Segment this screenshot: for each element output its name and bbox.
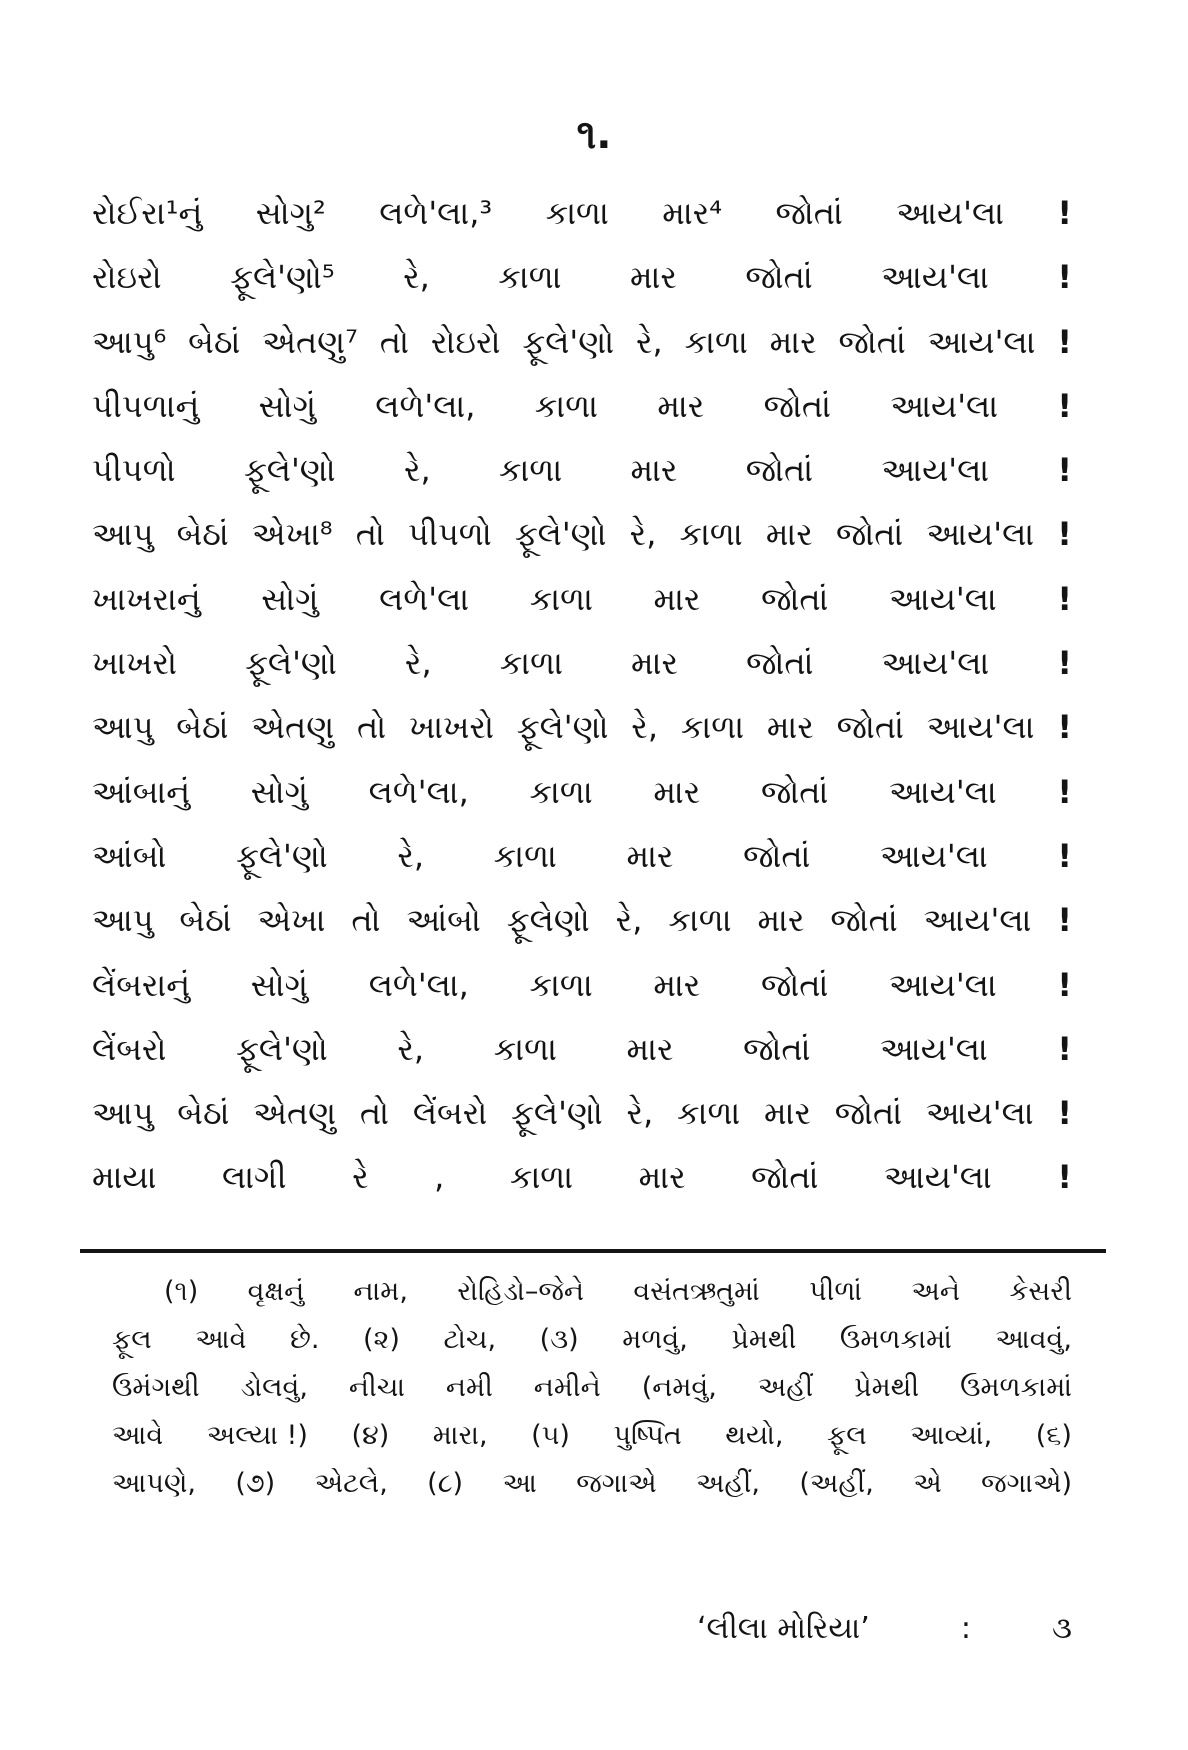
footnotes <box>112 1268 1072 1508</box>
footnote-word: રોહિડો–જેને <box>457 1276 585 1307</box>
verse-word: માર⁴ <box>662 194 723 232</box>
verse-word: કાળા <box>679 515 743 554</box>
verse-word: આપુ <box>92 708 154 747</box>
exclamation-mark: ! <box>1057 579 1072 618</box>
verse-word: આય'લા <box>888 579 997 618</box>
verse-word: આય'લા <box>881 644 990 683</box>
verse-word: ખાખરો <box>408 708 494 747</box>
footer-separator: : <box>960 1611 971 1646</box>
verse-word: આય'લા <box>888 772 997 811</box>
verse-word: એતણુ⁷ <box>262 322 358 361</box>
verse-word: રે, <box>404 644 432 683</box>
footnote-line <box>112 1268 1072 1316</box>
verse-word: પીપળો <box>92 451 176 490</box>
verse-line <box>92 387 1072 451</box>
verse-word: રે, <box>397 1029 425 1068</box>
verse-word: કાળા <box>529 965 593 1004</box>
verse-word: લળે'લા, <box>375 386 476 425</box>
verse-word: માર <box>653 579 701 618</box>
exclamation-mark: ! <box>1057 1158 1072 1197</box>
footnote-word: નામ, <box>353 1276 408 1307</box>
verse-word: બેઠાં <box>188 322 241 361</box>
verse-word: માર <box>764 1094 812 1133</box>
verse-word: ફૂલે'ણો <box>245 644 337 683</box>
footnote-word: (૨) <box>362 1324 400 1355</box>
verse-word: કાળા <box>545 194 609 232</box>
verse-word: ફૂલે'ણો <box>243 451 336 490</box>
verse-word: આય'લા <box>884 1158 992 1197</box>
verse-word: જોતાં <box>834 1094 903 1133</box>
verse-word: તો <box>379 322 409 361</box>
verse-line <box>92 901 1072 965</box>
footnote-word: (નમવું, <box>641 1372 717 1403</box>
footnote-word: ઉમળકામાં <box>960 1372 1072 1403</box>
verse-word: એતણુ <box>251 708 335 747</box>
verse-word: ફૂલે'ણો <box>514 515 607 554</box>
verse-word: રે, <box>397 836 425 875</box>
verse-word: માર <box>630 451 678 490</box>
exclamation-mark: ! <box>1057 194 1072 232</box>
verse-word: આય'લા <box>881 451 990 490</box>
footnote-word: છે. <box>289 1324 320 1355</box>
exclamation-mark: ! <box>1057 451 1072 490</box>
verse-word: માર <box>766 708 814 747</box>
verse-line <box>92 644 1072 708</box>
verse-word: આય'લા <box>925 1094 1034 1133</box>
verse-word: માર <box>657 386 705 425</box>
verse-word: સોગું <box>250 772 309 811</box>
exclamation-mark: ! <box>1057 901 1072 940</box>
footnote-word: અલ્યા !) <box>206 1420 308 1451</box>
exclamation-mark: ! <box>1057 1029 1072 1068</box>
footnote-word: (૮) <box>427 1468 464 1499</box>
verse-word: આપુ⁶ <box>92 322 167 361</box>
verse-word: લેંબરો <box>92 1029 167 1068</box>
verse-line <box>92 194 1072 258</box>
verse-word: કાળા <box>680 708 745 747</box>
verse-line <box>92 258 1072 322</box>
footnote-word: મારા, <box>432 1420 488 1451</box>
verse-word: લેંબરાનું <box>92 965 191 1004</box>
footnote-line <box>112 1364 1072 1412</box>
exclamation-mark: ! <box>1057 515 1072 554</box>
verse-word: જોતાં <box>763 386 831 425</box>
footnote-word: નીચા <box>348 1372 405 1403</box>
footnote-word: (૩) <box>539 1324 579 1355</box>
footnote-word: આવવું, <box>995 1324 1072 1355</box>
footnote-word: ઉમંગથી <box>112 1372 200 1403</box>
verse-word: જોતાં <box>751 1158 819 1197</box>
verse-word: રે, <box>615 901 643 940</box>
verse-word: કાળા <box>534 386 598 425</box>
verse-word: તો <box>356 708 387 747</box>
footnote-word: મળવું, <box>622 1324 688 1355</box>
verse-word: ફૂલે'ણો <box>511 1094 603 1133</box>
verse-word: તો <box>351 901 381 940</box>
verse-word: જોતાં <box>830 901 898 940</box>
exclamation-mark: ! <box>1057 386 1072 425</box>
verse-word: રે, <box>636 322 663 361</box>
verse-word: બેઠાં <box>177 1094 230 1133</box>
footnote-divider <box>80 1249 1106 1253</box>
verse-word: એખા <box>257 901 326 940</box>
footnote-word: જગાએ) <box>981 1468 1072 1499</box>
footnote-word: આપણે, <box>112 1468 196 1499</box>
verse-word: તો <box>355 515 385 554</box>
verse-word: ફૂલે'ણો <box>522 322 615 361</box>
verse-line <box>92 1158 1072 1222</box>
verse-line <box>92 966 1072 1030</box>
exclamation-mark: ! <box>1057 258 1072 297</box>
footnote-word: પ્રેમથી <box>731 1324 797 1355</box>
verse-word: આય'લા <box>896 194 1004 232</box>
verse-word: સોગું <box>250 965 309 1004</box>
verse-word: આંબો <box>92 836 167 875</box>
verse-word: જોતાં <box>775 194 843 232</box>
verse-word: ખાખરાનું <box>92 579 201 618</box>
footnote-word: (અહીં, <box>799 1468 874 1499</box>
footnote-word: આવે <box>112 1420 164 1451</box>
verse-word: એતણુ <box>253 1094 337 1133</box>
verse-word: સોગુ² <box>255 194 326 232</box>
verse-line <box>92 580 1072 644</box>
verse-word: જોતાં <box>761 579 829 618</box>
verse-word: આય'લા <box>926 515 1035 554</box>
folio-number: ૩ <box>1052 1611 1072 1646</box>
verse-word: રે, <box>629 515 657 554</box>
verse-word: , <box>434 1158 445 1197</box>
footnote-word: નમી <box>445 1372 493 1403</box>
footnote-word: જગાએ <box>576 1468 657 1499</box>
footnote-word: (૪) <box>351 1420 390 1451</box>
verse-word: કાળા <box>498 451 563 490</box>
footnote-word: થયો, <box>725 1420 784 1451</box>
song-verse <box>92 194 1072 1223</box>
footnote-word: ફૂલ <box>826 1420 867 1451</box>
exclamation-mark: ! <box>1057 1094 1072 1133</box>
verse-word: જોતાં <box>760 965 829 1004</box>
footnote-word: વસંતઋતુમાં <box>633 1276 760 1307</box>
verse-line <box>92 837 1072 901</box>
page-number: ૧. <box>576 112 612 158</box>
verse-word: ફૂલેણો <box>506 901 590 940</box>
verse-word: આય'લા <box>890 386 999 425</box>
verse-line <box>92 323 1072 387</box>
verse-word: ફૂલે'ણો⁵ <box>230 258 335 297</box>
verse-word: રે, <box>403 258 430 297</box>
footnote-word: એટલે, <box>314 1468 388 1499</box>
book-title: ‘લીલા મોરિયા’ <box>697 1611 870 1646</box>
verse-word: બેઠાં <box>176 515 229 554</box>
verse-word: આંબો <box>406 901 481 940</box>
verse-word: કાળા <box>677 1094 741 1133</box>
verse-word: ખાખરો <box>92 644 177 683</box>
verse-word: માર <box>769 322 817 361</box>
verse-word: માર <box>631 644 678 683</box>
verse-word: કાળા <box>499 644 563 683</box>
verse-word: તો <box>359 1094 390 1133</box>
verse-word: આંબાનું <box>92 772 191 811</box>
footnote-word: અને <box>911 1276 960 1307</box>
verse-word: જોતાં <box>838 322 906 361</box>
verse-word: સોગું <box>258 386 316 425</box>
verse-word: રે, <box>631 708 659 747</box>
verse-line <box>92 451 1072 515</box>
verse-word: જોતાં <box>743 1029 811 1068</box>
verse-word: કાળા <box>668 901 732 940</box>
verse-word: લેંબરો <box>412 1094 488 1133</box>
exclamation-mark: ! <box>1057 965 1072 1004</box>
verse-word: લાગી <box>222 1158 287 1197</box>
verse-word: પીપળાનું <box>92 386 200 425</box>
verse-word: જોતાં <box>836 708 904 747</box>
exclamation-mark: ! <box>1057 644 1072 683</box>
footnote-word: અહીં <box>757 1372 814 1403</box>
verse-word: જોતાં <box>760 772 829 811</box>
footnote-word: પ્રેમથી <box>854 1372 920 1403</box>
verse-word: માર <box>757 901 805 940</box>
verse-line <box>92 773 1072 837</box>
verse-word: આપુ <box>92 515 154 554</box>
verse-word: કાળા <box>493 836 557 875</box>
verse-word: બેઠાં <box>179 901 232 940</box>
footnote-line <box>112 1316 1072 1364</box>
verse-word: લળે'લા <box>379 579 470 618</box>
verse-word: આય'લા <box>926 708 1035 747</box>
verse-word: કાળા <box>509 1158 574 1197</box>
footnote-line <box>112 1460 1072 1508</box>
footnote-word: પીળાં <box>809 1276 863 1307</box>
verse-word: માર <box>653 772 701 811</box>
verse-word: જોતાં <box>835 515 904 554</box>
footnote-word: અહીં, <box>695 1468 760 1499</box>
footnote-word: (૭) <box>235 1468 276 1499</box>
verse-word: રોઇરો <box>92 258 162 297</box>
verse-word: ફૂલે'ણો <box>236 1029 328 1068</box>
footnote-word: ઉમળકામાં <box>839 1324 952 1355</box>
verse-word: આપુ <box>92 1094 154 1133</box>
footnote-word: આ <box>502 1468 537 1499</box>
verse-word: રે, <box>626 1094 654 1133</box>
verse-word: રે, <box>403 451 431 490</box>
verse-word: પીપળો <box>408 515 492 554</box>
exclamation-mark: ! <box>1057 322 1072 361</box>
footnote-word: પુષ્પિત <box>613 1420 682 1451</box>
verse-line <box>92 1030 1072 1094</box>
verse-line <box>92 515 1072 579</box>
verse-word: લળે'લા, <box>368 772 469 811</box>
verse-word: રોઈરા¹નું <box>92 194 203 232</box>
verse-word: આય'લા <box>923 901 1032 940</box>
footnote-word: વૃક્ષનું <box>247 1276 305 1307</box>
verse-word: માર <box>626 1029 674 1068</box>
verse-word: માયા <box>92 1158 157 1197</box>
verse-word: રોઇરો <box>430 322 501 361</box>
verse-word: કાળા <box>493 1029 557 1068</box>
verse-word: બેઠાં <box>176 708 229 747</box>
footnote-word: નમીને <box>533 1372 601 1403</box>
footnote-word: (૫) <box>531 1420 570 1451</box>
footnote-word: ડોલવું, <box>240 1372 308 1403</box>
footnote-word: આવે <box>195 1324 247 1355</box>
verse-word: ફૂલે'ણો <box>236 836 328 875</box>
verse-word: કાળા <box>498 258 562 297</box>
verse-word: લળે'લા,³ <box>379 194 493 232</box>
footnote-word: કેસરી <box>1009 1276 1072 1307</box>
footnote-word: ફૂલ <box>112 1324 152 1355</box>
verse-word: આય'લા <box>888 965 997 1004</box>
exclamation-mark: ! <box>1057 836 1072 875</box>
footnote-line <box>112 1412 1072 1460</box>
footnote-word: આવ્યાં, <box>910 1420 993 1451</box>
running-footer <box>697 1611 1072 1646</box>
verse-word: ફૂલે'ણો <box>516 708 609 747</box>
verse-word: એખા⁸ <box>251 515 333 554</box>
verse-word: જોતાં <box>745 451 814 490</box>
verse-word: જોતાં <box>745 258 813 297</box>
verse-word: જોતાં <box>746 644 814 683</box>
verse-word: આપુ <box>92 901 154 940</box>
verse-word: માર <box>629 258 677 297</box>
verse-line <box>92 708 1072 772</box>
verse-word: કાળા <box>529 772 593 811</box>
verse-word: આય'લા <box>880 1029 988 1068</box>
footnote-word: (૧) <box>164 1276 199 1307</box>
verse-word: માર <box>638 1158 686 1197</box>
verse-word: માર <box>653 965 701 1004</box>
footnote-word: એ <box>913 1468 942 1499</box>
verse-word: કાળા <box>529 579 593 618</box>
verse-word: જોતાં <box>743 836 811 875</box>
verse-word: આય'લા <box>881 258 989 297</box>
verse-word: માર <box>765 515 813 554</box>
verse-word: રે <box>352 1158 369 1197</box>
verse-word: માર <box>626 836 674 875</box>
exclamation-mark: ! <box>1057 772 1072 811</box>
footnote-word: (૬) <box>1035 1420 1072 1451</box>
verse-line <box>92 1094 1072 1158</box>
exclamation-mark: ! <box>1057 708 1072 747</box>
verse-word: લળે'લા, <box>368 965 469 1004</box>
verse-word: કાળા <box>684 322 748 361</box>
verse-word: આય'લા <box>880 836 988 875</box>
footnote-word: ટોચ, <box>443 1324 497 1355</box>
verse-word: સોગું <box>261 579 319 618</box>
verse-word: આય'લા <box>927 322 1036 361</box>
